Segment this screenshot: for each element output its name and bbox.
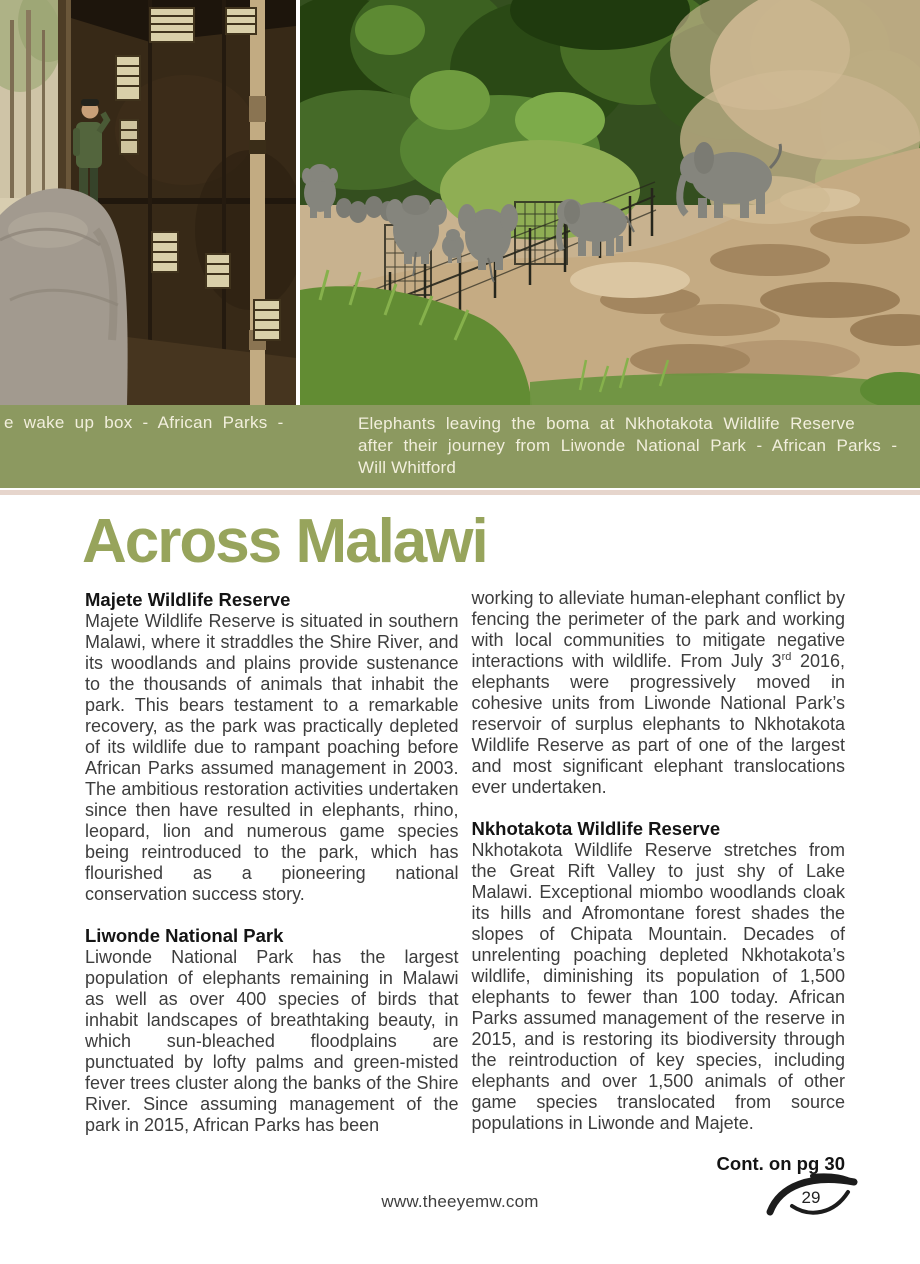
section-paragraph-liwonde: Liwonde National Park has the largest population of elephants remaining in Malawi as well as over 400 species of birds that inhabit landscapes of breathtaking beauty, in which sun-bleached floodplains are punctuated by lofty palms and green-misted fever trees cluster along the banks of the Shire River. Since assuming management of the park in 2015, African Parks has been — [85, 947, 459, 1135]
paragraph-text-before-superscript: working to alleviate human-elephant conflict by fencing the perimeter of the park and working with local communities to mitigate negative interactions with wildlife. From July 3 — [471, 588, 845, 671]
photo-wakeup-box — [0, 0, 296, 405]
section-heading-majete: Majete Wildlife Reserve — [85, 589, 291, 610]
page-number: 29 — [801, 1188, 821, 1207]
page-title: Across Malawi — [82, 507, 487, 576]
article-column-right — [472, 588, 846, 1174]
section-paragraph-majete: Majete Wildlife Reserve is situated in southern Malawi, where it straddles the Shire River, and its woodlands and plains provide sustenance to the thousands of animals that inhabit the park. This bears testament to a remarkable recovery, as the park was practically depleted of its wildlife due to rampant poaching before African Parks assumed management in 2003. The ambitious restoration activities undertaken since then have resulted in elephants, rhino, leopard, lion and numerous game species being reintroduced to the park, which has flourished as a pioneering national conservation success story. — [85, 611, 459, 904]
wakeup-box-photo-illustration — [0, 0, 296, 405]
eye-icon — [762, 1170, 862, 1220]
photo-right-caption-line-2: after their journey from Liwonde National Park - African Parks - — [358, 436, 898, 455]
photo-right-caption-line-3: Will Whitford — [358, 458, 456, 477]
photo-right-caption-line-1: Elephants leaving the boma at Nkhotakota Wildlife Reserve — [358, 414, 855, 433]
website-url: www.theeyemw.com — [381, 1192, 539, 1211]
section-paragraph-liwonde-continued — [472, 588, 846, 798]
photo-left-caption: e wake up box - African Parks - — [4, 413, 284, 432]
eye-logo-page-number — [762, 1170, 862, 1220]
continuation-note: Cont. on pg 30 — [716, 1153, 845, 1174]
paragraph-text-after-superscript: 2016, elephants were progressively moved in cohesive units from Liwonde National Park’s reservoir of surplus elephants to Nkhotakota Wildlife Reserve as part of one of the largest and most significant elephant translocations ever undertaken. — [471, 651, 845, 797]
lying-elephant — [0, 188, 128, 405]
photo-strip — [0, 0, 920, 405]
section-heading-liwonde: Liwonde National Park — [85, 925, 284, 946]
band-divider — [0, 490, 920, 495]
article-column-left — [85, 588, 459, 1174]
photo-right-caption — [358, 413, 898, 479]
ordinal-superscript: rd — [781, 651, 792, 663]
article-body — [85, 588, 845, 1174]
caption-band — [0, 405, 920, 488]
elephants-boma-photo-illustration — [300, 0, 920, 405]
photo-elephants-boma — [300, 0, 920, 405]
section-heading-nkhotakota: Nkhotakota Wildlife Reserve — [471, 818, 721, 839]
section-paragraph-nkhotakota: Nkhotakota Wildlife Reserve stretches from the Great Rift Valley to just shy of Lake Malawi. Exceptional miombo woodlands cloak its hills and Afromontane forest shades the slopes of Chipata Mountain. Decades of unrelenting poaching depleted Nkhotakota’s wildlife, diminishing its population of 1,500 elephants to fewer than 100 today. African Parks assumed management of the reserve in 2015, and is restoring its biodiversity through the reintroduction of key species, including elephants and over 1,500 animals of other game species translocated from source populations in Liwonde and Majete. — [471, 840, 845, 1133]
